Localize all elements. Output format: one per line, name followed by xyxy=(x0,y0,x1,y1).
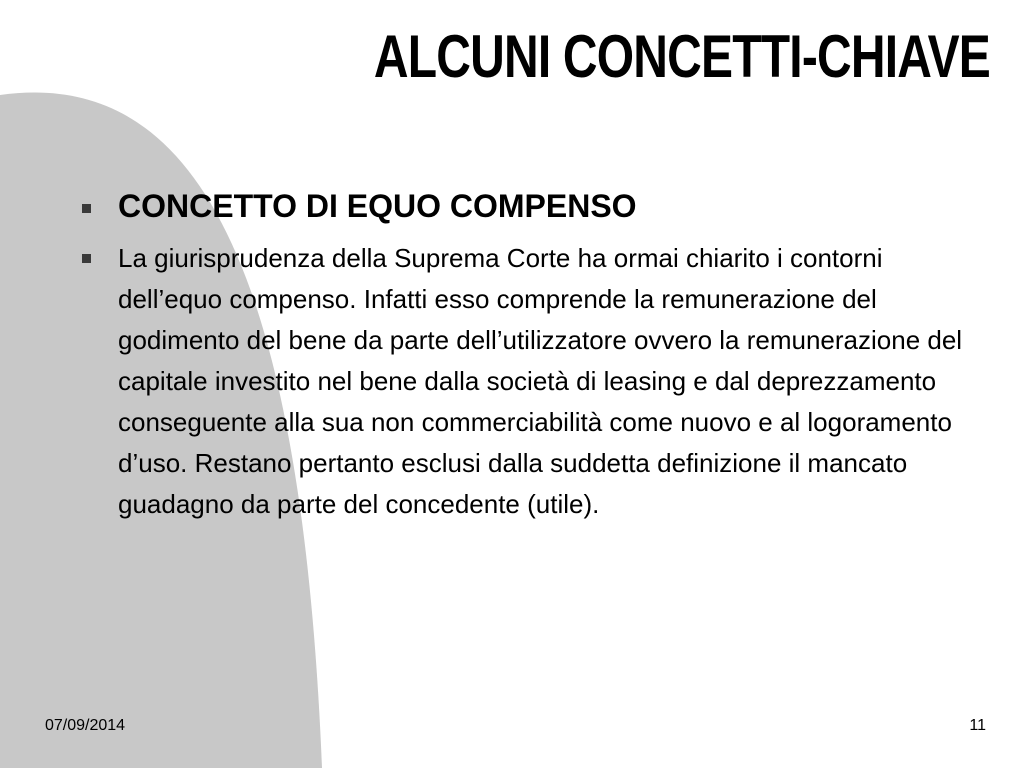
square-bullet-icon xyxy=(82,254,91,263)
bullet-item-heading xyxy=(78,184,988,228)
footer-date: 07/09/2014 xyxy=(45,717,126,734)
slide-title: ALCUNI CONCETTI-CHIAVE xyxy=(373,23,991,90)
bullet-list xyxy=(78,184,988,525)
square-bullet-icon xyxy=(82,204,91,213)
bullet-text: La giurisprudenza della Suprema Corte ha ormai chiarito i contorni dell’equo compenso. Infatti esso comprende la remunerazione del godimento del bene da parte dell’utilizzatore ovvero la remunerazione del capitale investito nel bene dalla società di leasing e dal deprezzamento conseguente alla sua non commerciabilità come nuovo e al logoramento d’uso. Restano pertanto esclusi dalla suddetta definizione il mancato guadagno da parte del concedente (utile). xyxy=(118,243,963,519)
bullet-item-body xyxy=(78,238,988,525)
page-number: 11 xyxy=(969,717,986,734)
bullet-text: CONCETTO DI EQUO COMPENSO xyxy=(118,188,637,224)
